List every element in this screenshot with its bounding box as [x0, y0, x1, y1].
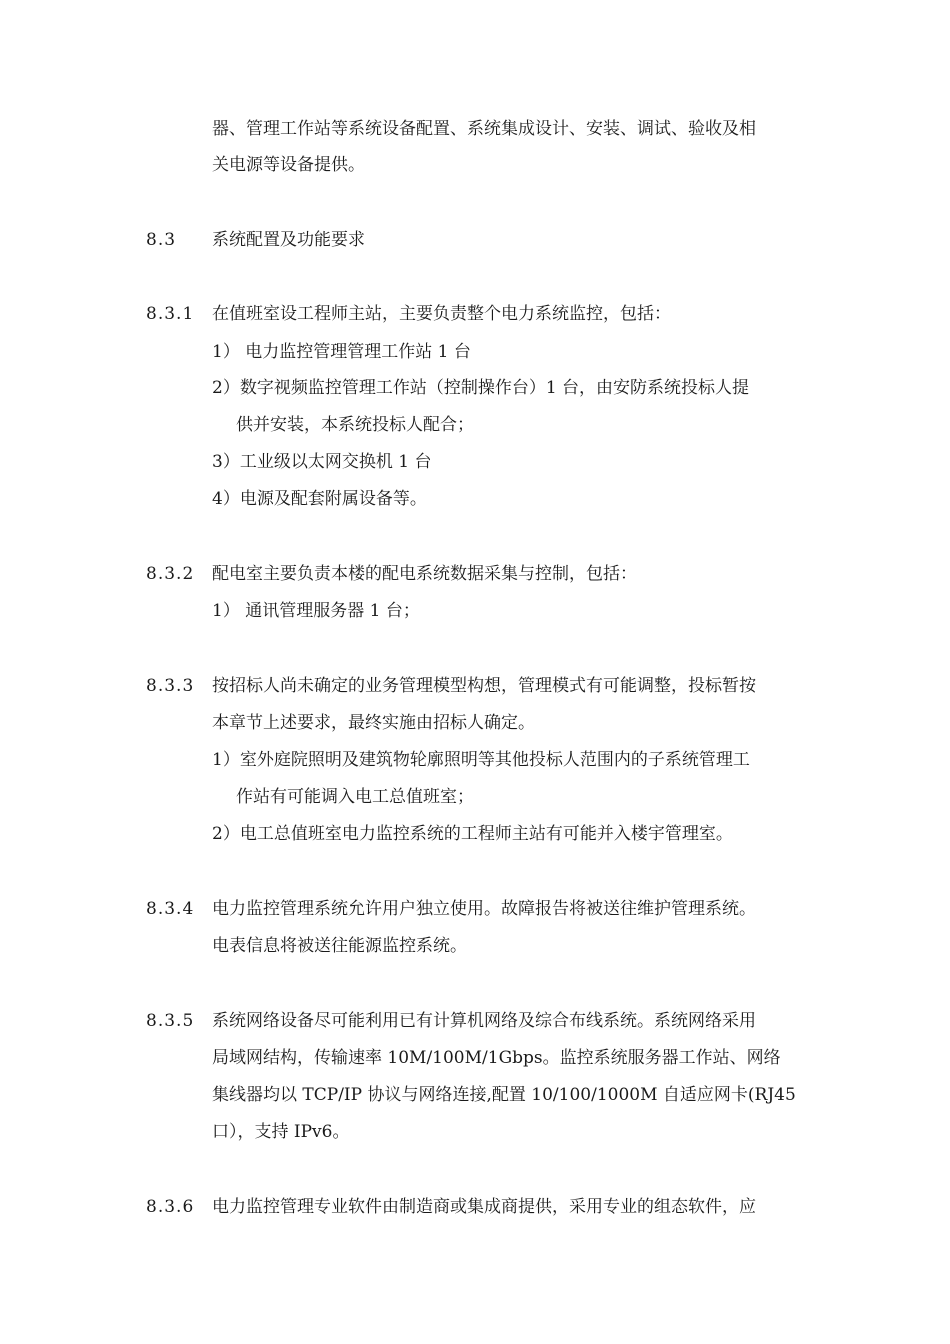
- section-number-8-3-2: 8.3.2: [146, 564, 195, 584]
- list-item-continuation: 供并安装，本系统投标人配合；: [236, 415, 474, 435]
- list-item-continuation: 作站有可能调入电工总值班室；: [236, 787, 474, 807]
- section-text-8-3-6-line-1: 电力监控管理专业软件由制造商或集成商提供，采用专业的组态软件，应: [212, 1197, 756, 1217]
- section-text-8-3-5-line-4: 口），支持 IPv6。: [212, 1122, 350, 1142]
- section-text-8-3-5-line-2: 局域网结构，传输速率 10M/100M/1Gbps。监控系统服务器工作站、网络: [212, 1048, 781, 1068]
- list-item: 1）室外庭院照明及建筑物轮廓照明等其他投标人范围内的子系统管理工: [212, 750, 750, 770]
- section-number-8-3-4: 8.3.4: [146, 899, 195, 919]
- section-text-8-3-5-line-1: 系统网络设备尽可能利用已有计算机网络及综合布线系统。系统网络采用: [212, 1011, 756, 1031]
- section-number-8-3: 8.3: [146, 230, 177, 250]
- list-item: 1） 电力监控管理管理工作站 1 台: [212, 342, 471, 362]
- section-text-8-3-3-line-2: 本章节上述要求，最终实施由招标人确定。: [212, 713, 535, 733]
- section-number-8-3-3: 8.3.3: [146, 676, 195, 696]
- section-number-8-3-5: 8.3.5: [146, 1011, 195, 1031]
- section-text-8-3-4-line-1: 电力监控管理系统允许用户独立使用。故障报告将被送往维护管理系统。: [212, 899, 756, 919]
- section-title-8-3: 系统配置及功能要求: [212, 230, 365, 250]
- section-text-8-3-4-line-2: 电表信息将被送往能源监控系统。: [212, 936, 467, 956]
- intro-line-2: 关电源等设备提供。: [212, 155, 365, 175]
- section-text-8-3-5-line-3: 集线器均以 TCP/IP 协议与网络连接,配置 10/100/1000M 自适应网卡(RJ45: [212, 1085, 796, 1105]
- section-number-8-3-6: 8.3.6: [146, 1197, 195, 1217]
- intro-line-1: 器、管理工作站等系统设备配置、系统集成设计、安装、调试、验收及相: [212, 119, 756, 139]
- section-number-8-3-1: 8.3.1: [146, 304, 195, 324]
- section-text-8-3-1: 在值班室设工程师主站，主要负责整个电力系统监控，包括：: [212, 304, 671, 324]
- list-item: 4）电源及配套附属设备等。: [212, 489, 427, 509]
- list-item: 3）工业级以太网交换机 1 台: [212, 452, 432, 472]
- list-item: 2）电工总值班室电力监控系统的工程师主站有可能并入楼宇管理室。: [212, 824, 733, 844]
- list-item: 2）数字视频监控管理工作站（控制操作台）1 台，由安防系统投标人提: [212, 378, 750, 398]
- list-item: 1） 通讯管理服务器 1 台；: [212, 601, 420, 621]
- section-text-8-3-3-line-1: 按招标人尚未确定的业务管理模型构想，管理模式有可能调整，投标暂按: [212, 676, 756, 696]
- section-text-8-3-2: 配电室主要负责本楼的配电系统数据采集与控制，包括：: [212, 564, 637, 584]
